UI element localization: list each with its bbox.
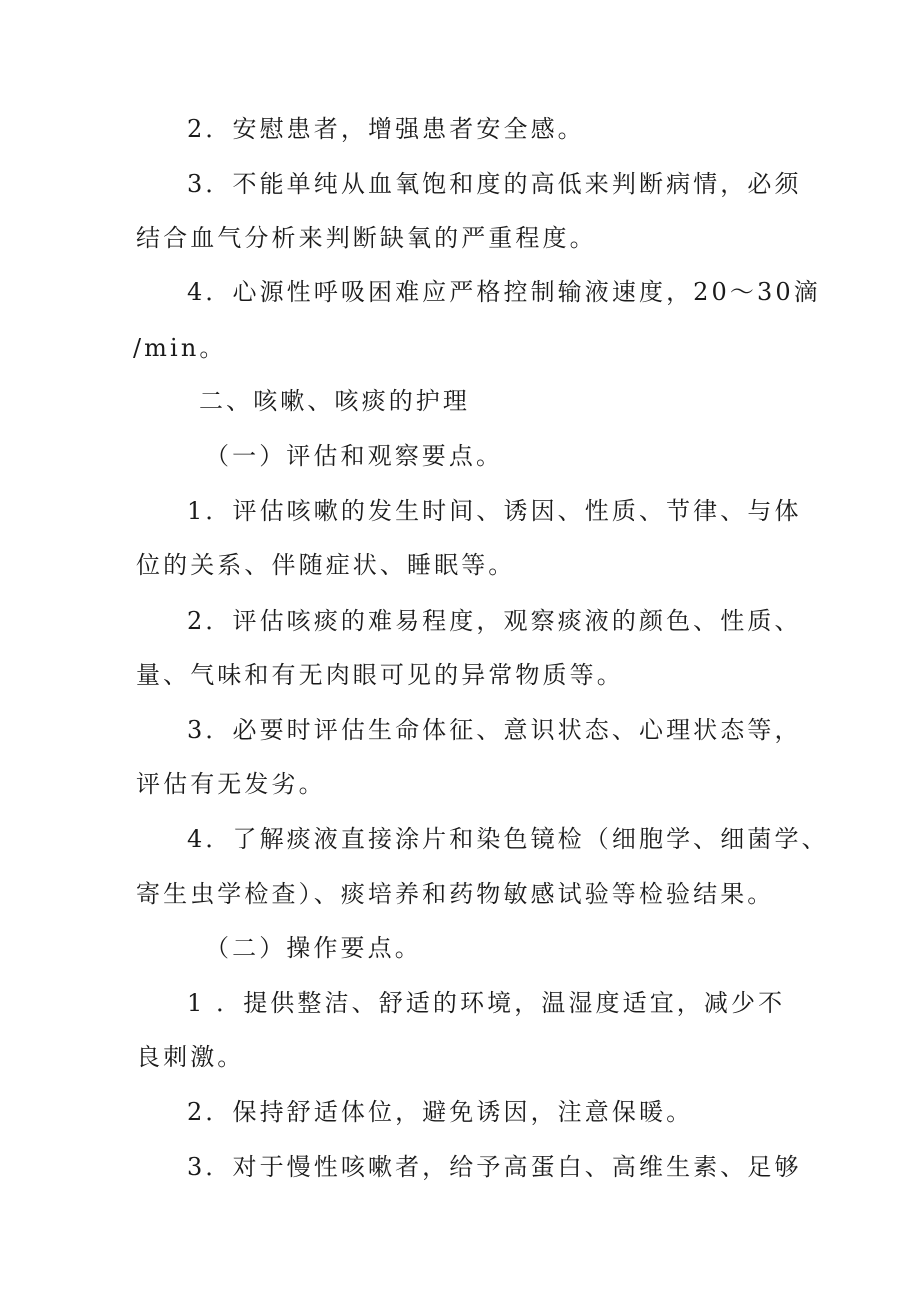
text-line: /min。	[133, 334, 227, 362]
text-line: 良刺激。	[136, 1043, 245, 1071]
text-line: 1．评估咳嗽的发生时间、诱因、性质、节律、与体	[187, 497, 802, 525]
text-line: 寄生虫学检查）、痰培养和药物敏感试验等检验结果。	[136, 880, 775, 908]
section-heading: 二、咳嗽、咳痰的护理	[199, 387, 470, 415]
text-line: 3．对于慢性咳嗽者，给予高蛋白、高维生素、足够	[187, 1153, 802, 1181]
text-line: 评估有无发劣。	[136, 770, 326, 798]
text-line: 3．必要时评估生命体征、意识状态、心理状态等，	[187, 716, 802, 744]
subsection-heading: （一）评估和观察要点。	[205, 442, 504, 470]
text-line: 2．安慰患者，增强患者安全感。	[187, 115, 585, 143]
text-line: 2．评估咳痰的难易程度，观察痰液的颜色、性质、	[187, 607, 802, 635]
text-line: 3．不能单纯从血氧饱和度的高低来判断病情，必须	[187, 170, 802, 198]
text-line: 1 ．提供整洁、舒适的环境，温湿度适宜，减少不	[187, 989, 786, 1017]
text-line: 位的关系、伴随症状、睡眠等。	[136, 551, 516, 579]
text-line: 结合血气分析来判断缺氧的严重程度。	[136, 224, 597, 252]
text-line: 4．了解痰液直接涂片和染色镜检（细胞学、细菌学、	[187, 825, 829, 853]
subsection-heading: （二）操作要点。	[205, 934, 422, 962]
text-line: 2．保持舒适体位，避免诱因，注意保暖。	[187, 1098, 694, 1126]
text-line: 4．心源性呼吸困难应严格控制输液速度，20～30滴	[187, 278, 821, 306]
text-line: 量、气味和有无肉眼可见的异常物质等。	[136, 661, 624, 689]
